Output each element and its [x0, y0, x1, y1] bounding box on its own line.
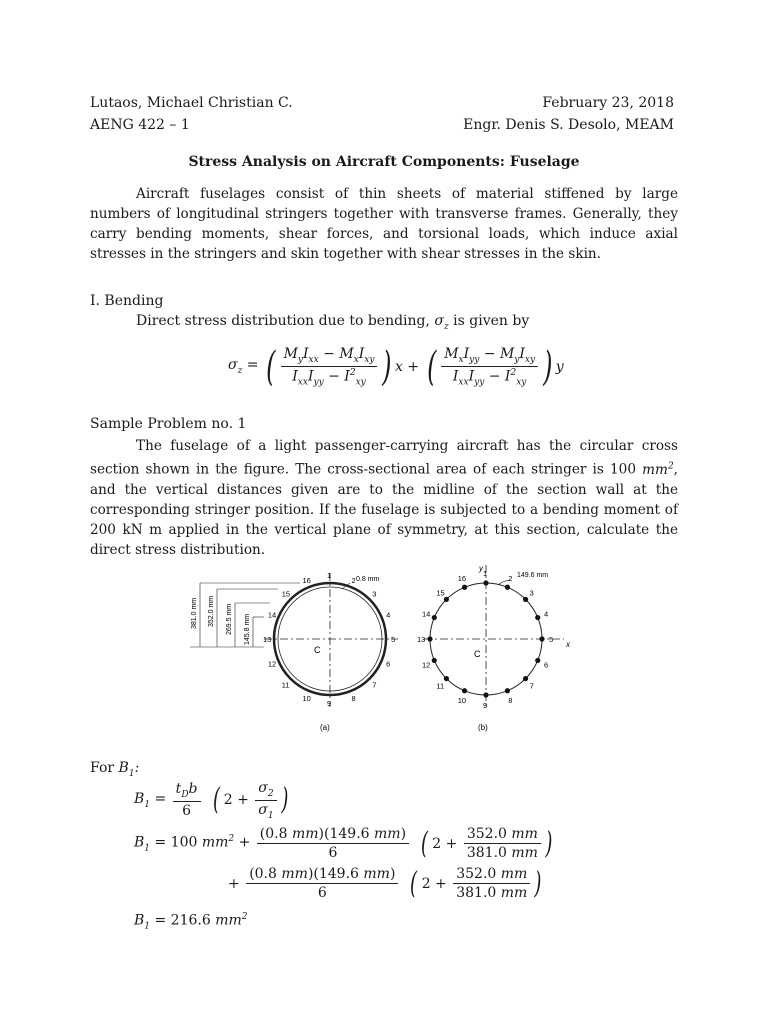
fuselage-cross-section-figure	[180, 555, 580, 740]
dim-1458: 145.8 mm	[244, 613, 251, 645]
instructor-name: Engr. Denis S. Desolo, MEAM	[463, 117, 674, 133]
stringer-dot	[539, 636, 544, 641]
dim-2695: 269.5 mm	[226, 603, 233, 635]
document-date: February 23, 2018	[542, 95, 674, 111]
stringer-dot	[444, 597, 449, 602]
stringer-dot	[505, 688, 510, 693]
stringer-label-b: 12	[422, 660, 431, 670]
stringer-label-b: 7	[529, 681, 534, 691]
stringer-label-a: 3	[372, 589, 377, 599]
stringer-dot	[462, 688, 467, 693]
centroid-a: C	[314, 645, 321, 655]
problem-text-b: , and the vertical distances given are to the midline of the section wall at the corresponding stringer position. If the fuselage is subjected to a bending moment of 200 kN m applied in the vertical plane of symmetry, at this section, calculate the direct stress distribution.	[90, 461, 678, 558]
stringer-label-a: 9	[327, 699, 332, 708]
figure-a	[190, 571, 398, 732]
stringer-dot	[427, 636, 432, 641]
stringer-label-b: 6	[543, 660, 549, 670]
b1-substitution-1: $B_1 = 100$ $mm^2$ + $\frac{(0.8 mm)(149.6 mm)}{6}$ ( 2 + $\frac{352.0 mm}{381.0 mm}$ )	[134, 825, 553, 861]
problem-paragraph	[90, 436, 678, 560]
stringer-dot	[444, 676, 449, 681]
stringer-label-b: 2	[508, 574, 513, 584]
stringer-label-b: 10	[457, 695, 467, 705]
stringer-label-a: 5	[391, 635, 396, 644]
stringer-dot	[432, 658, 437, 663]
stringer-label-a: 2	[351, 575, 356, 585]
stringer-label-a: 1	[327, 571, 332, 580]
stringer-label-b: 16	[457, 574, 467, 584]
spacing-label: 149.6 mm	[517, 572, 549, 579]
page-title: Stress Analysis on Aircraft Components: Fuselage	[188, 154, 580, 170]
thickness-label: 0.8 mm	[356, 576, 380, 583]
figure-a-caption: (a)	[320, 723, 330, 732]
section-lead-tail: is given by	[453, 313, 530, 329]
figure-b	[417, 564, 571, 732]
stringer-dot	[535, 615, 540, 620]
stringer-label-a: 8	[351, 694, 356, 704]
b1-formula: $B_1$ = $\frac{t_Db}{6}$ ( 2 + $\frac{\sigma_2}{\sigma_1}$ )	[134, 780, 288, 821]
author-name: Lutaos, Michael Christian C.	[90, 95, 293, 111]
intro-paragraph: Aircraft fuselages consist of thin sheets of material stiffened by large numbers of longitudinal stringers together with transverse frames. Generally, they carry bending moments, shear forces, and torsional loads, which induce axial stresses in the stringers and skin together with shear stresses in the skin.	[90, 186, 678, 262]
section-lead-text: Direct stress distribution due to bending,	[136, 313, 430, 329]
bending-stress-equation: $\sigma_z$ = ( $\frac{M_yI_{xx} - M_xI_{xy}}{I_{xx}I_{yy} - I^2_{xy}}$ ) x + ( $\frac{M_xI_{yy} - M_yI_{xy}}{I_{xx}I_{yy} - I^2_{xy}}$ ) y	[228, 343, 564, 390]
stringer-label-b: 8	[508, 695, 513, 705]
sigma-z-symbol: $\sigma_z$	[434, 313, 449, 332]
stringer-label-a: 11	[281, 680, 290, 690]
centroid-b: C	[474, 649, 481, 659]
section-heading: I. Bending	[90, 293, 164, 309]
stringer-label-b: 15	[436, 588, 445, 598]
stringer-label-b: 1	[483, 569, 488, 578]
stringer-dot	[523, 597, 528, 602]
stringer-label-a: 4	[386, 610, 391, 620]
b1-result: $B_1 = 216.6$ $mm^2$	[134, 912, 248, 932]
stringer-label-a: 12	[267, 659, 277, 669]
stringer-label-b: 5	[549, 635, 554, 644]
section-lead	[136, 313, 529, 332]
course-code: AENG 422 – 1	[90, 117, 190, 133]
stringer-label-a: 13	[263, 635, 272, 644]
stringer-label-a: 6	[386, 659, 391, 669]
stringer-dot	[483, 692, 488, 697]
axis-y: y	[479, 564, 483, 573]
stringer-dot	[505, 585, 510, 590]
stringer-dot	[432, 615, 437, 620]
stringer-dot	[523, 676, 528, 681]
dim-352: 352.0 mm	[208, 595, 215, 627]
stringer-label-a: 15	[281, 589, 291, 599]
axis-x: x	[566, 640, 570, 649]
stringer-label-a: 16	[302, 575, 311, 585]
stringer-label-b: 9	[483, 701, 488, 710]
stringer-label-a: 7	[372, 680, 377, 690]
stringer-dot	[535, 658, 540, 663]
stringer-label-a: 14	[267, 610, 277, 620]
stringer-label-b: 14	[422, 609, 431, 619]
figure-b-caption: (b)	[478, 723, 488, 732]
for-b1-label: For $B_1$:	[90, 760, 140, 779]
stringer-dot	[462, 585, 467, 590]
stringer-dot	[483, 580, 488, 585]
mm2-unit: $mm^2$	[642, 461, 674, 478]
problem-heading: Sample Problem no. 1	[90, 416, 247, 432]
problem-text-a: The fuselage of a light passenger-carrying aircraft has the circular cross section shown in the figure. The cross-sectional area of each stringer is 100	[90, 438, 678, 478]
stringer-label-b: 11	[436, 681, 445, 691]
dim-381: 381.0 mm	[191, 597, 198, 629]
stringer-label-a: 10	[302, 694, 311, 704]
stringer-label-b: 4	[543, 609, 549, 619]
b1-substitution-2: + $\frac{(0.8 mm)(149.6 mm)}{6}$ ( 2 + $\frac{352.0 mm}{381.0 mm}$ )	[228, 865, 542, 901]
stringer-label-b: 13	[417, 635, 426, 644]
stringer-label-b: 3	[529, 588, 534, 598]
